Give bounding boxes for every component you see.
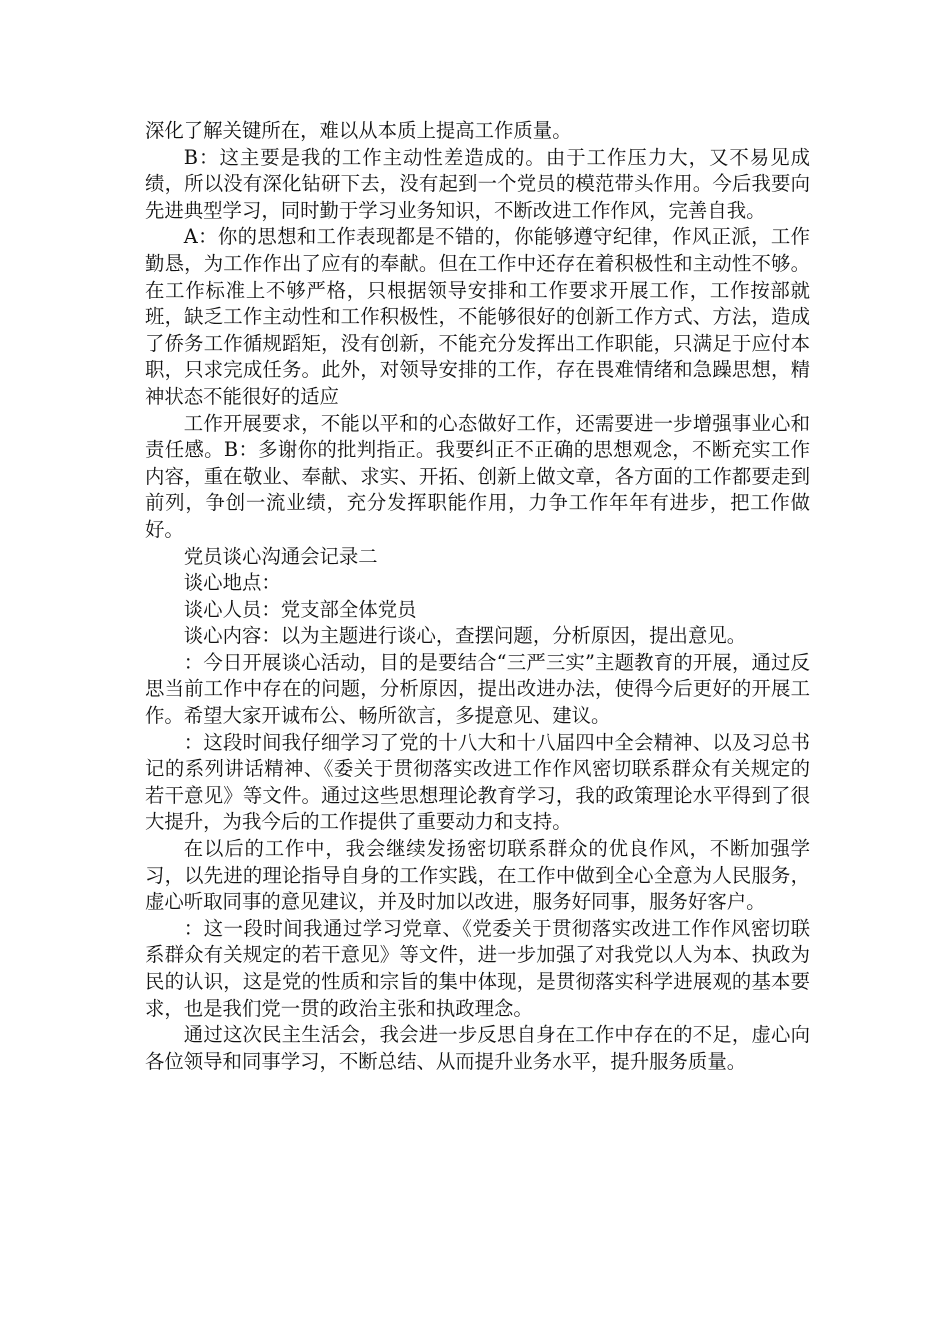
paragraph-party-study: ：这一段时间我通过学习党章、《党委关于贯彻落实改进工作作风密切联系群众有关规定的若干意见》等文件，进一步加强了对我党以人为本、执政为民的认识，这是党的性质和宗旨的集中体现，是贯彻落实科学进展观的基本要求，也是我们党一贯的政治主张和执政理念。 bbox=[145, 916, 810, 1020]
paragraph-opening: ：今日开展谈心活动，目的是要结合“三严三实”主题教育的开展，通过反思当前工作中存在的问题，分析原因，提出改进办法，使得今后更好的开展工作。希望大家开诚布公、畅所欲言，多提意见、建议。 bbox=[145, 650, 810, 728]
paragraph-a-feedback: A：你的思想和工作表现都是不错的，你能够遵守纪律，作风正派，工作勤恳，为工作作出了应有的奉献。但在工作中还存在着积极性和主动性不够。在工作标准上不够严格，只根据领导安排和工作要求开展工作，工作按部就班，缺乏工作主动性和工作积极性，不能够很好的创新工作方式、方法，造成了侨务工作循规蹈矩，没有创新，不能充分发挥出工作职能，只满足于应付本职，只求完成任务。此外，对领导安排的工作，存在畏难情绪和急躁思想，精神状态不能很好的适应 bbox=[145, 225, 810, 408]
paragraph-work-requirements: 工作开展要求，不能以平和的心态做好工作，还需要进一步增强事业心和责任感。B：多谢你的批判指正。我要纠正不正确的思想观念，不断充实工作内容，重在敬业、奉献、求实、开拓、创新上做文章，各方面的工作都要走到前列，争创一流业绩，充分发挥职能作用，力争工作年年有进步，把工作做好。 bbox=[145, 411, 810, 541]
paragraph-future-work: 在以后的工作中，我会继续发扬密切联系群众的优良作风，不断加强学习，以先进的理论指导自身的工作实践，在工作中做到全心全意为人民服务，虚心听取同事的意见建议，并及时加以改进，服务好同事，服务好客户。 bbox=[145, 837, 810, 914]
document-page bbox=[145, 118, 810, 1075]
meeting-content: 谈心内容：以为主题进行谈心，查摆问题，分析原因，提出意见。 bbox=[183, 624, 747, 648]
meeting-location: 谈心地点： bbox=[183, 571, 281, 595]
paragraph-study-report: ：这段时间我仔细学习了党的十八大和十八届四中全会精神、以及习总书记的系列讲话精神、《委关于贯彻落实改进工作作风密切联系群众有关规定的若干意见》等文件。通过这些思想理论教育学习，我的政策理论水平得到了很大提升，为我今后的工作提供了重要动力和支持。 bbox=[145, 730, 810, 834]
section-title: 党员谈心沟通会记录二 bbox=[183, 544, 378, 568]
paragraph-b-response: B：这主要是我的工作主动性差造成的。由于工作压力大，又不易见成绩，所以没有深化钻研下去，没有起到一个党员的模范带头作用。今后我要向先进典型学习，同时勤于学习业务知识，不断改进工作作风，完善自我。 bbox=[145, 145, 810, 222]
paragraph-conclusion: 通过这次民主生活会，我会进一步反思自身在工作中存在的不足，虚心向各位领导和同事学习，不断总结、从而提升业务水平，提升服务质量。 bbox=[145, 1023, 810, 1073]
paragraph-continuation: 深化了解关键所在，难以从本质上提高工作质量。 bbox=[145, 119, 572, 142]
meeting-participants: 谈心人员：党支部全体党员 bbox=[183, 597, 417, 621]
